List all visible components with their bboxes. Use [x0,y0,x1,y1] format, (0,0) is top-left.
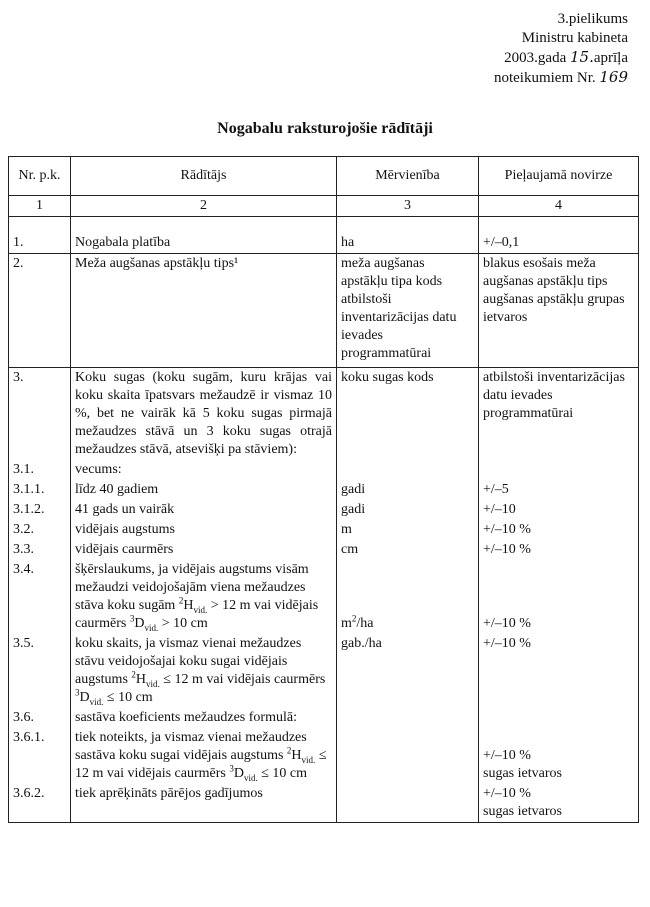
row-unit: cm [337,540,479,560]
row-number: 1. [9,233,71,254]
row-number: 3.1.1. [9,480,71,500]
row-indicator: vidējais caurmērs [71,540,337,560]
row-unit: gab./ha [337,634,479,708]
table-row [9,520,639,540]
table-row [9,634,639,708]
table-row [9,540,639,560]
row-unit: gadi [337,500,479,520]
row-number: 3.6. [9,708,71,728]
row-unit: gadi [337,480,479,500]
regulation-date: 2003.gada 15.aprīļa [504,48,628,66]
row-number: 3.6.2. [9,784,71,823]
table-row [9,233,639,254]
row-number: 2. [9,254,71,368]
row-indicator: 41 gads un vairāk [71,500,337,520]
row-number: 3.5. [9,634,71,708]
row-unit: m [337,520,479,540]
table-row [9,254,639,368]
row-indicator: sastāva koeficients mežaudzes formulā: [71,708,337,728]
row-deviation: +/–10 % [479,540,639,560]
row-deviation: +/–10 % [479,560,639,634]
row-number: 3.6.1. [9,728,71,784]
row-number: 3. [9,368,71,461]
spacer-row [9,217,639,234]
row-number: 3.4. [9,560,71,634]
regulation-number: noteikumiem Nr. 169 [493,68,628,86]
table-row [9,460,639,480]
row-deviation: blakus esošais meža augšanas apstākļu tips augšanas apstākļu grupas ietvaros [479,254,639,368]
row-unit: meža augšanas apstākļu tipa kods atbilstoši inventarizācijas datu ievades programmatūrai [337,254,479,368]
row-indicator: Nogabala platība [71,233,337,254]
row-indicator: Koku sugas (koku sugām, kuru krājas vai koku skaita īpatsvars mežaudzē ir vismaz 10 %, bet ne vairāk kā 5 koku sugas pirmajā mežaudzes stāvā un 3 koku sugas otrajā mežaudzes stāvā, atsevišķi pa stāviem): [71,368,337,461]
row-number: 3.1.2. [9,500,71,520]
col-header-deviation: Pieļaujamā novirze [479,157,639,196]
row-number: 3.1. [9,460,71,480]
table-header-row [9,157,639,196]
table-row [9,560,639,634]
handwritten-number: 169 [599,68,628,86]
row-deviation: +/–5 [479,480,639,500]
row-indicator: tiek noteikts, ja vismaz vienai mežaudzes sastāva koku sugai vidējais augstums $^2H_{vid.} \le 12$ m vai vidējais caurmērs $^3D_{vid.} \le 10$ cm [71,728,337,784]
row-deviation: +/–10 [479,500,639,520]
col-number: 2 [71,196,337,217]
table-row [9,368,639,461]
row-deviation: +/–0,1 [479,233,639,254]
col-header-unit: Mērvienība [337,157,479,196]
row-unit: ha [337,233,479,254]
row-number: 3.2. [9,520,71,540]
row-indicator: līdz 40 gadiem [71,480,337,500]
appendix-label: 3.pielikums [557,11,628,27]
table-row [9,708,639,728]
row-indicator: vidējais augstums [71,520,337,540]
col-number: 3 [337,196,479,217]
col-header-indicator: Rādītājs [71,157,337,196]
row-deviation: atbilstoši inventarizācijas datu ievades programmatūrai [479,368,639,461]
row-deviation: +/–10 % sugas ietvaros [479,728,639,784]
row-deviation: +/–10 % sugas ietvaros [479,784,639,823]
row-unit: $m^2/ha$ [337,560,479,634]
col-number: 4 [479,196,639,217]
row-indicator: Meža augšanas apstākļu tips¹ [71,254,337,368]
table-row [9,728,639,784]
col-header-nr: Nr. p.k. [9,157,71,196]
handwritten-day: 15. [569,48,594,66]
row-unit: koku sugas kods [337,368,479,461]
row-indicator: šķērslaukums, ja vidējais augstums visām mežaudzi veidojošajām viena mežaudzes stāva koku sugām $^2H_{vid.} > 12$ m vai vidējais caurmērs $^3D_{vid.} > 10$ cm [71,560,337,634]
row-deviation: +/–10 % [479,520,639,540]
page-title: Nogabalu raksturojošie rādītāji [217,120,433,137]
row-number: 3.3. [9,540,71,560]
row-indicator: koku skaits, ja vismaz vienai mežaudzes stāvu veidojošajai koku sugai vidējais augstums $^2H_{vid.} \le 12$ m vai vidējais caurmērs $^3D_{vid.} \le 10$ cm [71,634,337,708]
indicators-table [8,156,639,823]
row-deviation: +/–10 % [479,634,639,708]
table-row [9,500,639,520]
issuer-label: Ministru kabineta [521,30,628,46]
column-number-row [9,196,639,217]
table-row [9,480,639,500]
col-number: 1 [9,196,71,217]
row-indicator: tiek aprēķināts pārējos gadījumos [71,784,337,823]
document-header [494,10,628,88]
row-indicator: vecums: [71,460,337,480]
table-row [9,784,639,823]
